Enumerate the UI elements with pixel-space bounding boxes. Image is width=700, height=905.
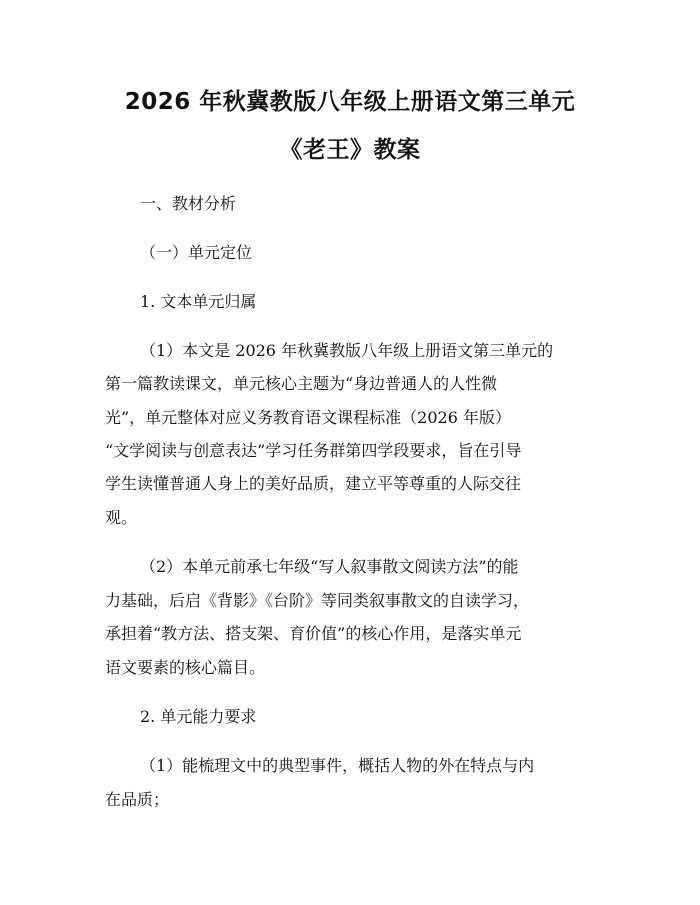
paragraph-2-line-4: 语文要素的核心篇目。 xyxy=(105,658,266,677)
paragraph-2-line-2: 力基础，后启《背影》《台阶》等同类叙事散文的自读学习， xyxy=(105,591,530,610)
paragraph-1-line-2: 第一篇教读课文，单元核心主题为“身边普通人的人性微 xyxy=(105,374,498,393)
paragraph-2-line-1: （2）本单元前承七年级“写人叙事散文阅读方法”的能 xyxy=(140,557,519,576)
heading-unit-positioning: （一）单元定位 xyxy=(140,243,253,262)
paragraph-1-line-3: 光”，单元整体对应义务教育语文课程标准（2026 年版） xyxy=(105,408,511,427)
document-title-line-1: 2026 年秋冀教版八年级上册语文第三单元 xyxy=(124,89,576,115)
paragraph-1-line-4: “文学阅读与创意表达”学习任务群第四学段要求，旨在引导 xyxy=(105,441,522,460)
heading-unit-ability-requirements: 2. 单元能力要求 xyxy=(140,707,257,726)
paragraph-3-line-2: 在品质； xyxy=(105,790,170,809)
document-title-line-2: 《老王》教案 xyxy=(279,137,421,163)
heading-textbook-analysis: 一、教材分析 xyxy=(140,194,237,213)
paragraph-3-line-1: （1）能梳理文中的典型事件，概括人物的外在特点与内 xyxy=(140,756,535,775)
heading-text-unit-affiliation: 1. 文本单元归属 xyxy=(140,292,257,311)
paragraph-1-line-6: 观。 xyxy=(105,508,138,527)
paragraph-1-line-5: 学生读懂普通人身上的美好品质，建立平等尊重的人际交往 xyxy=(105,474,522,493)
paragraph-1-line-1: （1）本文是 2026 年秋冀教版八年级上册语文第三单元的 xyxy=(140,341,554,360)
paragraph-2-line-3: 承担着“教方法、搭支架、育价值”的核心作用，是落实单元 xyxy=(105,624,522,643)
